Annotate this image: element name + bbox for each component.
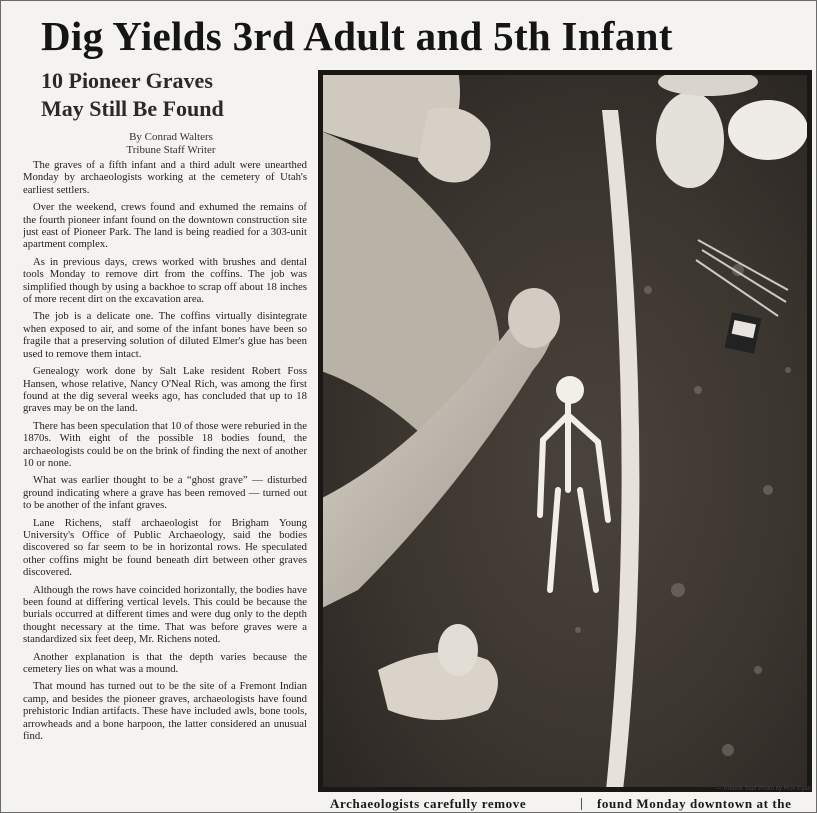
byline [31,131,311,157]
article-paragraph: Another explanation is that the depth varies because the cemetery lies on what was a mound. [23,650,307,676]
byline-title: Tribune Staff Writer [126,144,216,156]
photo-caption-left: Archaeologists carefully remove [330,796,527,811]
byline-author: By Conrad Walters [129,131,213,143]
article-body [23,159,307,813]
caption-divider [581,798,582,810]
article-paragraph: There has been speculation that 10 of those were reburied in the 1870s. With eight of the possible 18 bodies found, the archaeologists could be on the brink of finding the next of another 10 or none. [23,419,307,469]
subheadline [41,67,311,123]
article-paragraph: As in previous days, crews worked with brushes and dental tools Monday to remove dirt from the coffins. The job was simplified though by using a backhoe to scrap off about 18 inches of more recent dirt on the excavation area. [23,255,307,306]
article-paragraph: The job is a delicate one. The coffins virtually disintegrate when exposed to air, and some of the infant bones have been so fragile that a preserving solution of diluted Elmer's glue has been used to remove them intact. [23,310,307,360]
article-paragraph: The graves of a fifth infant and a third adult were unearthed Monday by archaeologists working at the cemetery of Utah's earliest settlers. [23,159,307,196]
subheadline-line-1: 10 Pioneer Graves [41,68,213,93]
photo-credit: —Tribune Staff Photo by Rick Egan [716,786,811,792]
article-paragraph: Genealogy work done by Salt Lake resident Robert Foss Hansen, whose relative, Nancy O'Neal Rich, was among the first found at the dig several weeks ago, has concluded that up to 18 graves may be on the land. [23,365,307,415]
article-paragraph: Although the rows have coincided horizontally, the bodies have been found at differing vertical levels. This could be because the burials occurred at different times and were dug only to the depth thought necessary at the time. That was before graves were a standardized six feet deep, Mr. Richens noted. [23,583,307,646]
article-paragraph: That mound has turned out to be the site of a Fremont Indian camp, and besides the pioneer graves, archaeologists have found prehistoric Indian artifacts. These have included awls, bone tools, arrowheads and a bone harpoon, the latter considered an unusual find. [23,680,307,743]
headline: Dig Yields 3rd Adult and 5th Infant [41,13,673,59]
excavation-photo [318,70,812,792]
article-paragraph: What was earlier thought to be a “ghost grave” — disturbed ground indicating where a grave has been removed — turned out to be another of the infant graves. [23,474,307,512]
article-paragraph: Over the weekend, crews found and exhumed the remains of the fourth pioneer infant found on the downtown construction site just east of Pioneer Park. The land is being readied for a 303-unit apartment complex. [23,201,307,251]
article-paragraph: Lane Richens, staff archaeologist for Brigham Young University's Office of Public Archaeology, said the bodies discovered so far seem to be in horizontal rows. He speculated other coffins might be found beneath dirt between other graves discovered. [23,516,307,579]
photo-caption-right: found Monday downtown at the [597,796,792,811]
excavation-photo-illustration [318,70,812,792]
subheadline-line-2: May Still Be Found [41,96,224,121]
